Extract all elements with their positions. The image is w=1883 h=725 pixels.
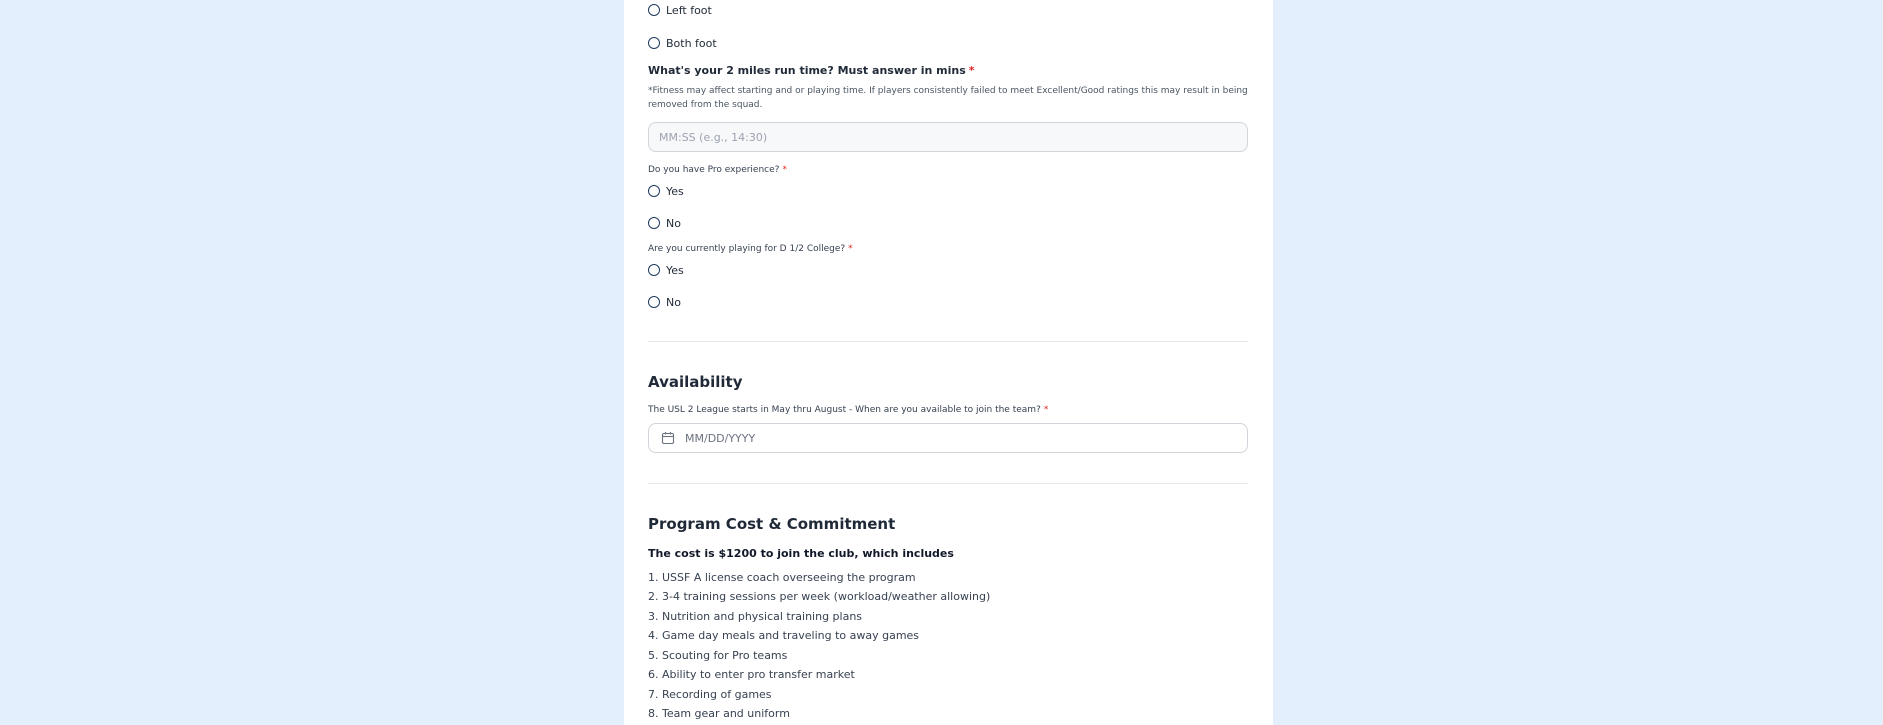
run-time-label-text: What's your 2 miles run time? Must answer in mins	[648, 64, 966, 77]
availability-label-text: The USL 2 League starts in May thru August - When are you available to join the team?	[648, 405, 1041, 415]
radio-label: Both foot	[666, 36, 717, 50]
availability-label	[648, 405, 1048, 415]
radio-label: Yes	[666, 263, 684, 277]
radio-circle[interactable]	[648, 4, 660, 16]
section-divider	[648, 341, 1248, 342]
availability-title: Availability	[648, 373, 743, 391]
availability-date-input[interactable]	[685, 432, 1225, 445]
radio-left-foot[interactable]	[648, 1, 712, 19]
list-item: 1. USSF A license coach overseeing the program	[648, 571, 916, 584]
list-item: 6. Ability to enter pro transfer market	[648, 668, 855, 681]
radio-circle[interactable]	[648, 185, 660, 197]
required-marker: *	[848, 244, 853, 254]
list-item: 5. Scouting for Pro teams	[648, 649, 788, 662]
radio-college-yes[interactable]	[648, 261, 684, 279]
radio-pro-no[interactable]	[648, 214, 681, 232]
required-marker: *	[782, 165, 787, 175]
college-label	[648, 244, 853, 254]
form-card	[624, 0, 1273, 725]
radio-pro-yes[interactable]	[648, 182, 684, 200]
section-divider	[648, 483, 1248, 484]
run-time-input[interactable]	[648, 122, 1248, 152]
radio-label: No	[666, 295, 681, 309]
calendar-icon[interactable]	[661, 431, 675, 445]
radio-both-foot[interactable]	[648, 34, 717, 52]
college-label-text: Are you currently playing for D 1/2 College?	[648, 244, 846, 254]
list-item: 2. 3-4 training sessions per week (workload/weather allowing)	[648, 590, 991, 603]
radio-label: Left foot	[666, 3, 712, 17]
radio-circle[interactable]	[648, 264, 660, 276]
required-marker: *	[1043, 405, 1049, 415]
radio-circle[interactable]	[648, 296, 660, 308]
program-title: Program Cost & Commitment	[648, 515, 896, 533]
radio-college-no[interactable]	[648, 293, 681, 311]
run-time-helper: *Fitness may affect starting and or playing time. If players consistently failed to meet Excellent/Good ratings this may result in being removed from the squad.	[648, 86, 1248, 110]
list-item: 8. Team gear and uniform	[648, 707, 790, 720]
list-item: 3. Nutrition and physical training plans	[648, 610, 863, 623]
list-item: 7. Recording of games	[648, 688, 772, 701]
program-cost-intro: The cost is $1200 to join the club, which includes	[648, 547, 954, 560]
run-time-label	[648, 64, 975, 77]
required-marker: *	[968, 64, 975, 77]
list-item: 4. Game day meals and traveling to away games	[648, 629, 920, 642]
pro-experience-label	[648, 165, 787, 175]
radio-circle[interactable]	[648, 217, 660, 229]
availability-date-field[interactable]	[648, 423, 1248, 453]
pro-experience-label-text: Do you have Pro experience?	[648, 165, 780, 175]
radio-circle[interactable]	[648, 37, 660, 49]
radio-label: No	[666, 216, 681, 230]
radio-label: Yes	[666, 184, 684, 198]
